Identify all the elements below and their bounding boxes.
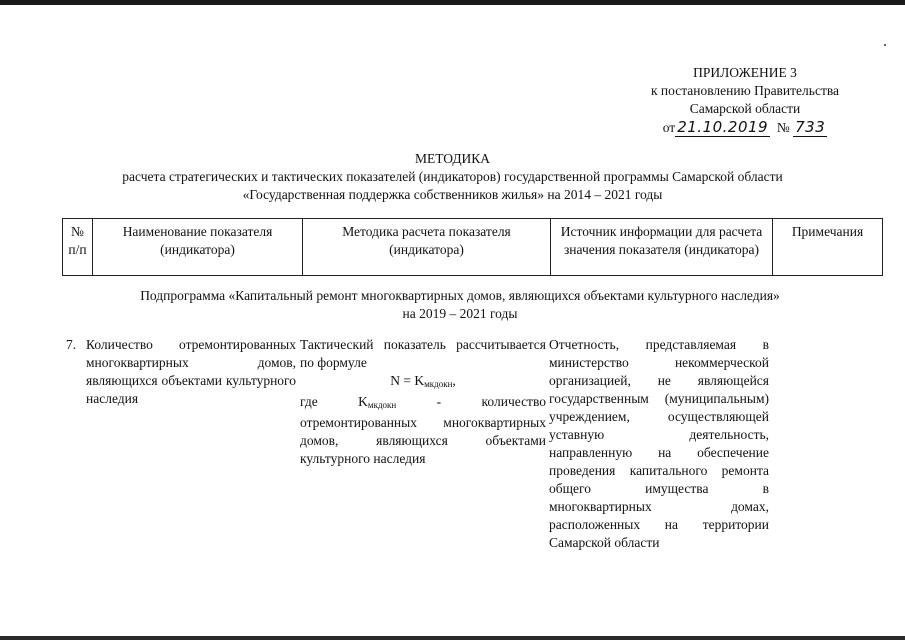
where-prefix: где K xyxy=(300,394,368,409)
formula-left: N = K xyxy=(390,373,425,388)
where-subscript: мкдокн xyxy=(367,400,397,410)
subprogram-line-2: на 2019 – 2021 годы xyxy=(402,306,518,321)
appendix-block xyxy=(600,64,890,137)
appendix-line-1: к постановлению Правительства xyxy=(650,83,840,98)
scan-speck xyxy=(884,44,886,46)
method-intro: Тактический показатель рассчитывается по формуле xyxy=(300,337,546,370)
handwritten-number: 733 xyxy=(795,118,826,136)
table-header-row xyxy=(63,219,883,276)
subprogram-heading xyxy=(60,287,860,323)
appendix-date-line xyxy=(600,118,890,137)
header-col-number: № п/п xyxy=(63,219,93,276)
where-text: - количество отремонтированных многоквартирных домов, являющихся объектами культурного наследия xyxy=(300,394,546,466)
indicator-table-header xyxy=(62,218,883,276)
scan-top-border xyxy=(0,0,905,5)
appendix-title: ПРИЛОЖЕНИЕ 3 xyxy=(693,65,797,80)
subprogram-line-1: Подпрограмма «Капитальный ремонт многоквартирных домов, являющихся объектами культурного наследия» xyxy=(140,288,780,303)
handwritten-date: 21.10.2019 xyxy=(677,118,769,136)
header-col-note: Примечания xyxy=(773,219,883,276)
from-prefix: от xyxy=(662,120,676,135)
header-col-method: Методика расчета показателя (индикатора) xyxy=(303,219,551,276)
header-col-source: Источник информации для расчета значения показателя (индикатора) xyxy=(551,219,773,276)
formula-subscript: мкдокн xyxy=(424,379,453,389)
document-title-block xyxy=(40,150,865,204)
row-number: 7. xyxy=(66,337,77,352)
scan-bottom-border xyxy=(0,636,905,640)
number-label: № xyxy=(776,120,790,135)
appendix-line-2: Самарской области xyxy=(689,101,801,116)
formula-end: , xyxy=(452,373,456,388)
row-source: Отчетность, представляемая в министерство некоммерческой организацией, не являющейся государственным (муниципальным) учреждением, осуществляющей уставную деятельность, направленную на обеспечение проведения капитального ремонта общего имущества в многоквартирных домах, расположенных на территории Самарской области xyxy=(549,337,769,550)
row-indicator-name: Количество отремонтированных многоквартирных домов, являющихся объектами культурного наследия xyxy=(86,337,296,406)
document-subtitle-1: расчета стратегических и тактических показателей (индикаторов) государственной программы Самарской области xyxy=(122,169,783,184)
document-title: МЕТОДИКА xyxy=(414,151,491,166)
row-method xyxy=(300,336,546,468)
header-col-name: Наименование показателя (индикатора) xyxy=(93,219,303,276)
formula xyxy=(300,372,546,393)
document-subtitle-2: «Государственная поддержка собственников жилья» на 2014 – 2021 годы xyxy=(242,187,663,202)
